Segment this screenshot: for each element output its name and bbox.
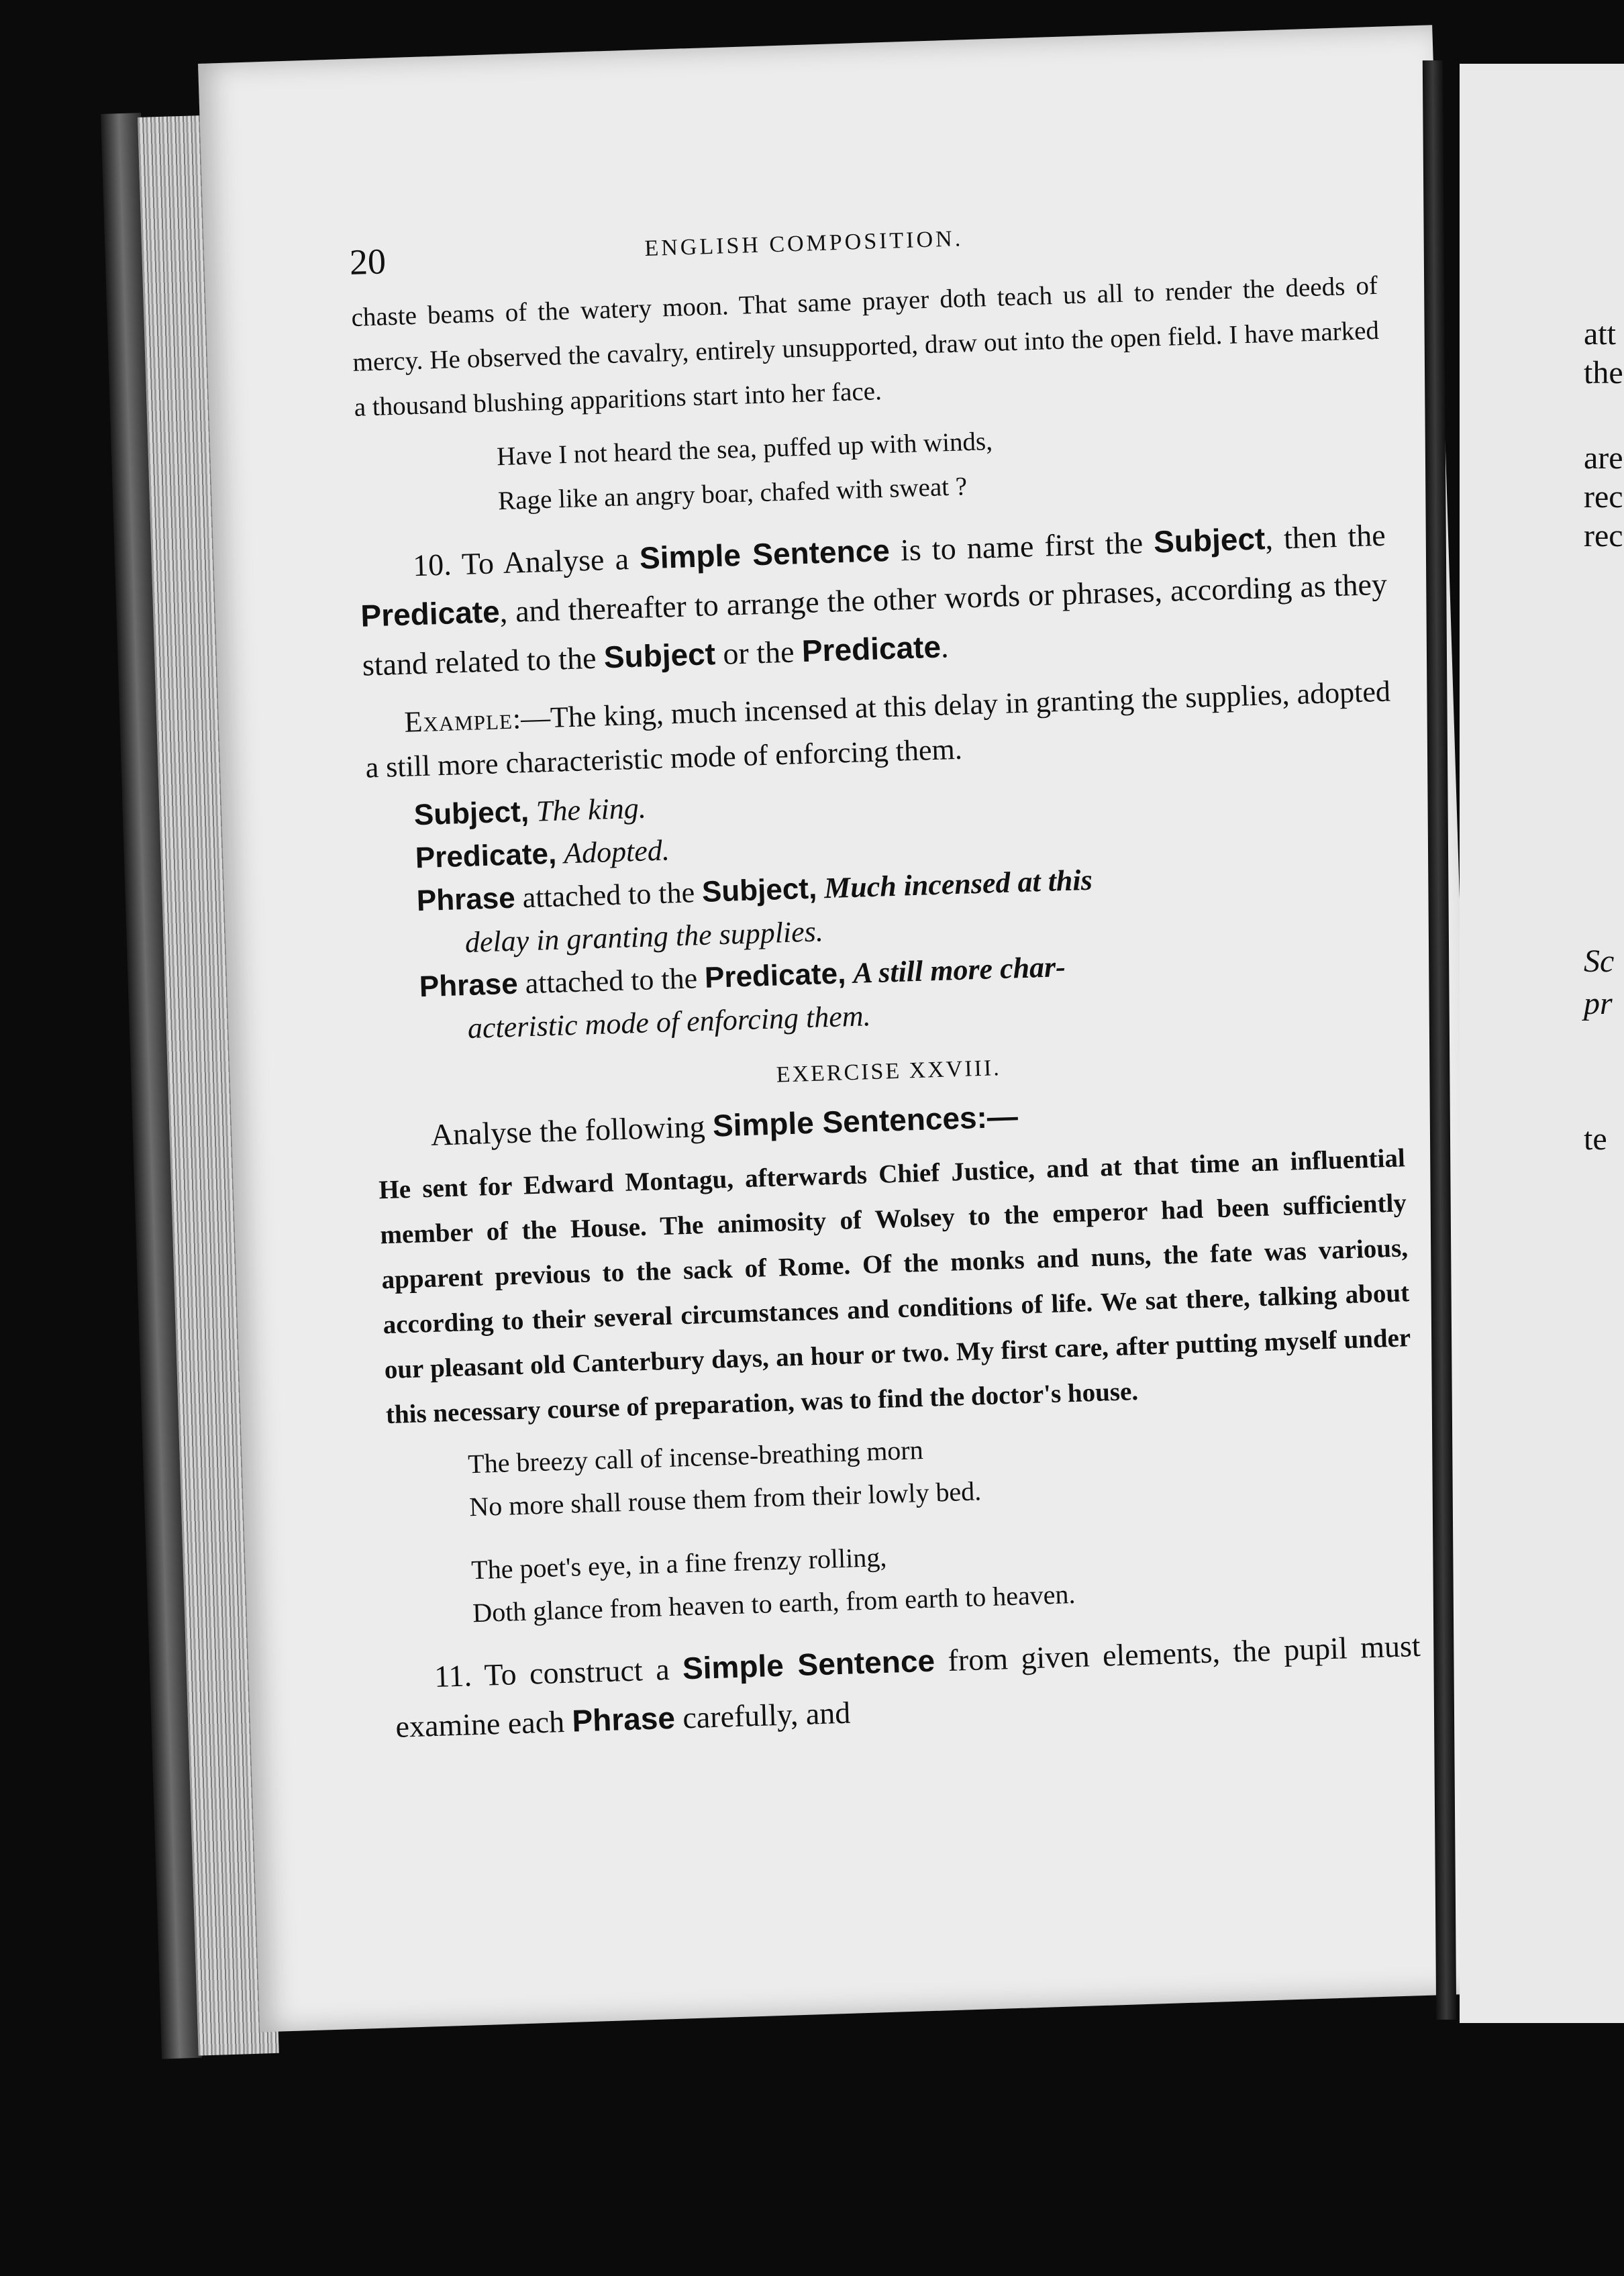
analysis-value: The king. <box>536 791 647 828</box>
analysis-label: Predicate, <box>415 837 557 875</box>
facing-page-fragment: rec <box>1584 479 1623 515</box>
analysis-label: Phrase <box>419 967 519 1004</box>
instruction-keyword: Simple Sentences:— <box>712 1098 1019 1143</box>
rule-10-paragraph <box>358 511 1389 690</box>
facing-page-fragment: the <box>1584 355 1623 391</box>
page-number: 20 <box>349 241 387 282</box>
rule-text: To construct a <box>483 1651 683 1692</box>
rule-text: is to name first the <box>889 525 1154 568</box>
analysis-text: attached to the <box>514 875 703 915</box>
analysis-text: attached to the <box>517 961 705 1000</box>
rule-text: carefully, and <box>674 1695 851 1735</box>
rule-keyword: Phrase <box>571 1700 676 1739</box>
verse-line: Have I not heard the sea, puffed up with winds, <box>496 427 993 472</box>
rule-keyword: Simple Sentence <box>639 532 891 576</box>
rule-text: . <box>940 629 950 664</box>
facing-page-fragment: att <box>1584 316 1616 352</box>
analysis-value: A still more char- <box>852 950 1066 990</box>
rule-text: To Analyse a <box>461 541 640 581</box>
rule-keyword: Subject <box>1153 521 1266 560</box>
analysis-value: Adopted. <box>563 833 670 870</box>
rule-keyword: Predicate <box>801 629 942 669</box>
analysis-phrase-predicate-cont: acteristic mode of enforcing them. <box>467 999 872 1045</box>
rule-number: 11. <box>434 1658 472 1694</box>
example-analysis <box>366 764 1401 1053</box>
rule-text: from given elements, the pupil must examine each <box>395 1628 1421 1744</box>
verse-line: No more shall rouse them from their lowly bed. <box>468 1476 982 1522</box>
page-text <box>349 209 1423 1751</box>
rule-text: or the <box>715 634 803 672</box>
instruction-text: Analyse the following <box>430 1108 713 1152</box>
exercise-heading: EXERCISE XXVIII. <box>776 1055 1002 1088</box>
rule-number: 10. <box>412 547 452 583</box>
analysis-phrase-subject-cont: delay in granting the supplies. <box>464 915 824 960</box>
rule-keyword: Subject <box>603 636 716 675</box>
verse-line: Doth glance from heaven to earth, from earth to heaven. <box>472 1579 1076 1628</box>
rule-text: , then the <box>1264 517 1386 556</box>
rule-text: , and thereafter to arrange the other words or phrases, according as they stand related to the <box>362 566 1388 682</box>
example-text: :—The king, much incensed at this delay in granting the supplies, adopted a still more characteristic mode of enforcing them. <box>364 674 1391 784</box>
rule-keyword: Simple Sentence <box>682 1643 935 1686</box>
facing-page-fragment: te <box>1584 1121 1607 1157</box>
facing-page-fragment: pr <box>1584 986 1613 1021</box>
analysis-label: Phrase <box>416 881 516 918</box>
analysis-label: Subject, <box>413 795 529 832</box>
analysis-keyword: Subject, <box>701 872 817 909</box>
opening-paragraph: chaste beams of the watery moon. That same prayer doth teach us all to render the deeds of mercy. He observed the cavalry, entirely unsupported, draw out into the open field. I have marked a thousand blushing apparitions start into her face. <box>350 270 1380 422</box>
opening-verse <box>355 407 1384 528</box>
verse-line: The breezy call of incense-breathing morn <box>467 1435 924 1480</box>
analysis-value: Much incensed at this <box>823 863 1093 905</box>
exercise-paragraph: He sent for Edward Montagu, afterwards Chief Justice, and at that time an influential member of the House. The animosity of Wolsey to the emperor had been sufficiently apparent previous to the sack of Rome. Of the monks and nuns, the fate was various, according to their several circumstances and conditions of life. We sat there, talking about our pleasant old Canterbury days, an hour or two. My first care, after putting myself under this necessary course of preparation, was to find the doctor's house. <box>378 1143 1411 1430</box>
example-label: Example <box>403 702 513 739</box>
running-title: ENGLISH COMPOSITION. <box>644 226 964 262</box>
facing-page-fragment: Sc <box>1584 943 1615 979</box>
verse-line: Rage like an angry boar, chafed with sweat ? <box>497 472 968 516</box>
analysis-keyword: Predicate, <box>704 957 847 994</box>
facing-page-fragment: rec <box>1584 518 1623 554</box>
verse-line: The poet's eye, in a fine frenzy rolling, <box>470 1541 887 1586</box>
facing-page-fragment: are <box>1584 440 1623 476</box>
rule-keyword: Predicate <box>360 594 501 633</box>
